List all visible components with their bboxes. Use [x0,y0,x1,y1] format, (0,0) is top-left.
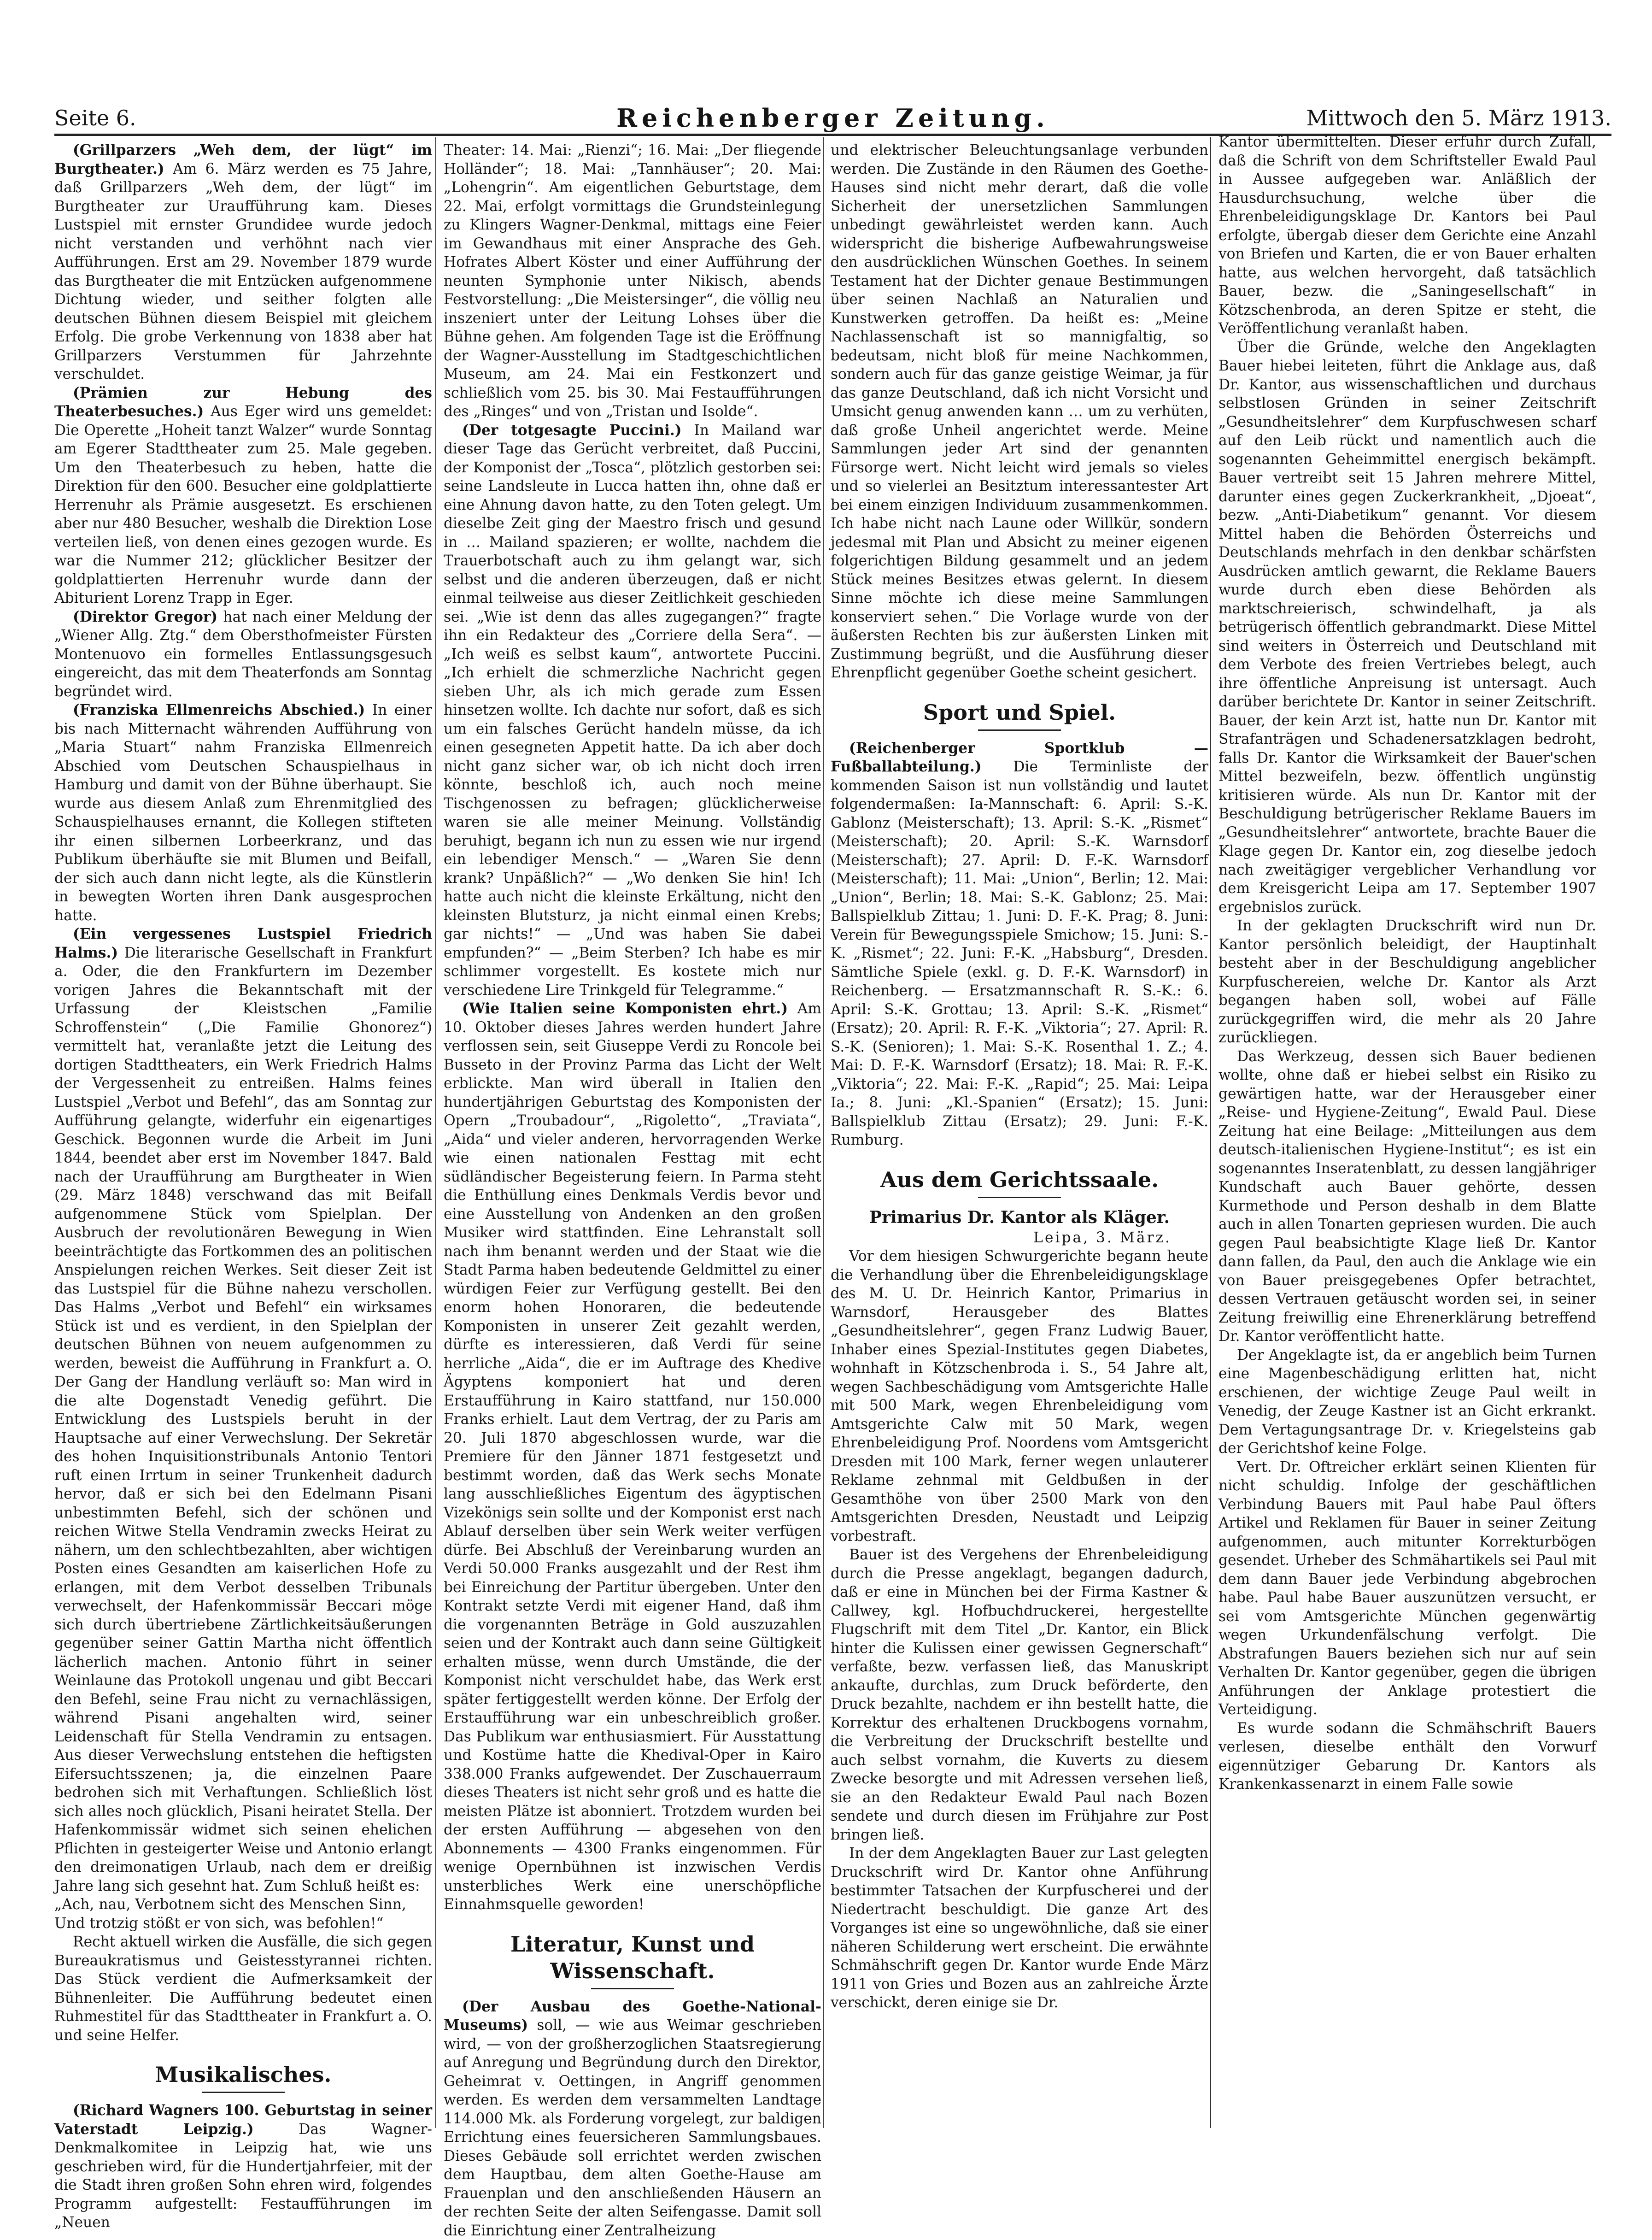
article-paragraph [54,384,432,608]
article-paragraph [1218,917,1596,1047]
article-text: In der dem Angeklagten Bauer zur Last gelegten Druckschrift wird Dr. Kantor ohne Anführung bestimmter Tatsachen der Kurpfuscherei und der Niedertracht beschuldigt. Die ganze Art des Vorganges ist eine so ungewöhnliche, daß sie einer näheren Schilderung wert erscheint. Die erwähnte Schmähschrift gegen Dr. Kantor wurde Ende März 1911 von Gries und Bozen aus an zahlreiche Ärzte verschickt, deren einige sie Dr. [831,1845,1208,2011]
article-text: Die literarische Gesellschaft in Frankfurt a. Oder, die den Frankfurtern im Dezember vorigen Jahres die Bekanntschaft mit der Urfassung der Kleistschen „Familie Schroffenstein“ („Die Familie Ghonorez“) vermittelt hat, veranlaßte jetzt die Leitung des dortigen Stadttheaters, ein Werk Friedrich Halms der Vergessenheit zu entreißen. Halms feines Lustspiel „Verbot und Befehl“, das am Sonntag zur Aufführung gelangte, widerfuhr ein eigenartiges Geschick. Begonnen wurde die Arbeit im Juni 1844, beendet aber erst im November 1847. Bald nach der Uraufführung am Burgtheater in Wien (29. März 1848) verschwand das mit Beifall aufgenommene Stück vom Spielplan. Der Ausbruch der revolutionären Bewegung in Wien beeinträchtigte das Fortkommen des an politischen Anspielungen reichen Werkes. Seit dieser Zeit ist das Lustspiel für die Bühne nahezu verschollen. Das Halms „Verbot und Befehl“ ein wirksames Stück ist und es verdient, in den Spielplan der deutschen Bühnen von neuem aufgenommen zu werden, beweist die Aufführung in Frankfurt a. O. Der Gang der Handlung verläuft so: Man wird in die alte Dogenstadt Venedig geführt. Die Entwicklung des Lustspiels beruht in der Hauptsache auf einer Verwechslung. Der Sekretär des hohen Inquisitionstribunals Antonio Tentori ruft einen Irrtum in seiner Trunkenheit dadurch hervor, daß er sich bei den Edelmann Pisani unbestimmten Befehl, sich der schönen und reichen Witwe Stella Vendramin zwecks Heirat zu nähern, um den schlechtbezahlten, aber wichtigen Posten eines Gesandten am kaiserlichen Hofe zu erlangen, mit dem Verbot desselben Tribunals verwechselt, der Hafenkommissär Beccari möge sich durch übertriebene Zärtlichkeitsäußerungen gegenüber seiner Gattin Martha nicht öffentlich lächerlich machen. Antonio führt in seiner Weinlaune das Protokoll ungenau und gibt Beccari den Befehl, seine Frau nicht zu vernachlässigen, während Pisani angehalten wird, seiner Leidenschaft für Stella Vendramin zu entsagen. Aus dieser Verwechslung entstehen die heftigsten Eifersuchtsszenen; ja, die einzelnen Paare bedrohen sich mit Verhaftungen. Schließlich löst sich alles noch glücklich, Pisani heiratet Stella. Der Hafenkommissär widmet sich seinen ehelichen Pflichten in gesteigerter Weise und Antonio erlangt den dreimonatigen Urlaub, nach dem er dreißig Jahre lang sich gesehnt hat. Zum Schluß heißt es: [54,945,432,1894]
article-headline: (Richard Wagners 100. Geburtstag in seiner Vaterstadt Leipzig.) [54,2102,432,2138]
section-rule [202,2092,285,2093]
article-text: Der Angeklagte ist, da er angeblich beim Turnen eine Magenbeschädigung erlitten hat, nicht erschienen, der wichtige Zeuge Paul weilt in Venedig, der Zeuge Kastner ist an Gicht erkrankt. Dem Vertagungsantrage Dr. v. Kriegelsteins gab der Gerichtshof keine Folge. [1218,1347,1596,1457]
article-paragraph [54,701,432,925]
column-divider [435,137,436,2128]
page-number: Seite 6. [54,104,136,132]
column-3 [831,141,1208,2012]
verse-quote: Und trotzig stößt er von sich, was befohlen!“ [54,1914,432,1933]
section-heading: Aus dem Gerichtssaale. [831,1166,1208,1193]
article-paragraph [54,2101,432,2232]
article-text: Das Wagner-Denkmalkomitee in Leipzig hat, wie uns geschrieben wird, für die Hundertjahrfeier, mit der die Stadt ihren großen Sohn ehren wird, folgendes Programm aufgestellt: Festaufführungen im „Neuen [54,2121,432,2231]
article-paragraph [1218,1719,1596,1794]
article-text: hat nach einer Meldung der „Wiener Allg. Ztg.“ dem Obersthofmeister Fürsten Montenuovo ein formelles Entlassungsgesuch eingereicht, das mit dem Theaterfonds am Sonntag begründet wird. [54,609,432,700]
article-headline: (Der Ausbau des Goethe-National-Museums) [444,1999,821,2034]
article-headline: (Grillparzers „Weh dem, der lügt“ im Burgtheater.) [54,142,432,177]
article-paragraph [831,739,1208,1150]
section-rule [978,729,1061,731]
article-headline: (Franziska Ellmenreichs Abschied.) [73,702,365,718]
column-1 [54,141,432,2232]
newspaper-title: Reichenberger Zeitung. [54,104,1611,132]
article-paragraph [444,421,821,1000]
section-heading: Literatur, Kunst und Wissenschaft. [444,1931,821,1984]
article-paragraph [831,141,1208,682]
article-text: Das Werkzeug, dessen sich Bauer bedienen wollte, ohne daß er hiebei selbst ein Risiko zu gewärtigen hatte, war der Herausgeber einer „Reise- und Hygiene-Zeitung“, Ewald Paul. Diese Zeitung hat eine Beilage: „Mitteilungen aus dem deutsch-italienischen Hygiene-Institut“; es ist ein sogenanntes Inseratenblatt, zu dessen langjähriger Kundschaft auch Bauer gehörte, dessen Kurmethode und Person deshalb in dem Blatte auch in allen Tonarten gepriesen wurden. Die auch gegen Paul beabsichtigte Klage ließ Dr. Kantor dann fallen, da Paul, den auch die Anklage wie ein von Bauer preisgegebenes Opfer betrachtet, dessen Vertrauen getäuscht worden sei, in seiner Zeitung freiwillig eine Ehrenerklärung betreffend Dr. Kantor veröffentlicht hatte. [1218,1048,1596,1345]
article-headline: (Ein vergessenes Lustspiel Friedrich Halms.) [54,926,432,961]
section-rule [591,1988,674,1989]
article-headline: (Direktor Gregor) [73,609,217,625]
article-text: In einer bis nach Mitternacht währenden Aufführung von „Maria Stuart“ nahm Franziska Ellmenreich Abschied vom Deutschen Schauspielhaus in Hamburg und damit von der Bühne überhaupt. Sie wurde aus diesem Anlaß zum Ehrenmitglied des Schauspielhauses ernannt, die Kollegen stifteten ihr einen silbernen Lorbeerkranz, und das Publikum überhäufte sie mit Blumen und Beifall, der sich auch dann nicht legte, als die Künstlerin in bewegten Worten ihren Dank ausgesprochen hatte. [54,702,432,924]
article-dateline: Leipa, 3. März. [831,1229,1172,1247]
article-paragraph [1218,1047,1596,1346]
column-2 [444,141,821,2240]
article-text: Theater: 14. Mai: „Rienzi“; 16. Mai: „Der fliegende Holländer“; 18. Mai: „Tannhäuser“; 20. Mai: „Lohengrin“. Am eigentlichen Geburtstage, dem 22. Mai, erfolgt vormittags die Grundsteinlegung zu Klingers Wagner-Denkmal, mittags eine Feier im Gewandhaus mit einer Ansprache des Geh. Hofrates Albert Köster und einer Aufführung der neunten Symphonie unter Nikisch, abends Festvorstellung: „Die Meistersinger“, die völlig neu inszeniert unter der Leitung Lohses über die Bühne gehen. Am folgenden Tage ist die Eröffnung der Wagner-Ausstellung im Stadtgeschichtlichen Museum, am 24. Mai ein Festkonzert und schließlich vom 25. bis 30. Mai Festaufführungen des „Ringes“ und von „Tristan und Isolde“. [444,142,821,420]
article-text: soll, — wie aus Weimar geschrieben wird, — von der großherzoglichen Staatsregierung auf Anregung und Begründung durch den Direktor, Geheimrat v. Oettingen, in Angriff genommen werden. Es werden dem versammelten Landtage 114.000 Mk. als Forderung vorgelegt, zur baldigen Errichtung eines feuersicheren Sammlungsbaues. Dieses Gebäude soll errichtet werden zwischen dem Hauptbau, dem alten Goethe-Hause am Frauenplan und den anschließenden Häusern an der rechten Seite der alten Seifengasse. Damit soll die Einrichtung einer Zentralheizung [444,2017,821,2239]
article-paragraph [1218,338,1596,917]
article-text: Aus Eger wird uns gemeldet: Die Operette „Hoheit tanzt Walzer“ wurde Sonntag am Egerer Stadttheater zum 25. Male gegeben. Um den Theaterbesuch zu heben, hatte die Direktion für den 600. Besucher eine goldplattierte Herrenuhr als Prämie ausgesetzt. Es erschienen aber nur 480 Besucher, weshalb die Direktion Lose verteilen ließ, von denen eines gezogen wurde. Es war die Nummer 212; glücklicher Besitzer der goldplattierten Herrenuhr wurde dann der Abiturient Lorenz Trapp in Eger. [54,403,432,606]
article-paragraph [831,1844,1208,2012]
article-text: Vert. Dr. Oftreicher erklärt seinen Klienten für nicht schuldig. Infolge der geschäftlichen Verbindung Bauers mit Paul habe Paul öfters Artikel und Reklamen für Bauer in seiner Zeitung aufgenommen, auch mitunter Korrekturbögen gesendet. Urheber des Schmähartikels sei Paul mit dem dann Bauer jede Verbindung abgebrochen habe. Paul habe Bauer auszunützen versucht, er sei vom Amtsgerichte München gegenwärtig wegen Urkundenfälschung verfolgt. Die Abstrafungen Bauers beziehen sich nur auf sein Verhalten Dr. Kantor gegenüber, gegen die übrigen Anführungen der Anklage protestiert die Verteidigung. [1218,1459,1596,1718]
article-text: In Mailand war dieser Tage das Gerücht verbreitet, daß Puccini, der Komponist der „Tosca“, plötzlich gestorben sei: seine Landsleute in Lucca hatten ihn, ohne daß er eine Ahnung davon hatte, zu den Toten gelegt. Um dieselbe Zeit ging der Maestro frisch und gesund in … Mailand spazieren; er wollte, nachdem die Trauerbotschaft auch zu ihm gelangt war, sich selbst und die anderen überzeugen, daß er nicht einmal teilweise aus dieser Zeitlichkeit geschieden sei. „Wie ist denn das alles zugegangen?“ fragte ihn ein Redakteur des „Corriere della Sera“. — „Ich weiß es selbst kaum“, antwortete Puccini. „Ich erhielt die schmerzliche Nachricht gegen sieben Uhr, als ich mich gerade zum Essen hinsetzen wollte. Ich dachte nur sofort, daß es sich um ein falsches Gerücht handeln müsse, da ich einen gesegneten Appetit hatte. Da ich aber doch nicht ganz sicher war, ob ich nicht doch irren könnte, beschloß ich, auch noch meine Tischgenossen zu befragen; glücklicherweise waren sie alle meiner Meinung. Vollständig beruhigt, begann ich nun zu essen wie nur irgend ein lebendiger Mensch.“ — „Waren Sie denn krank? Unpäßlich?“ — „Wo denken Sie hin! Ich hatte auch nicht die kleinste Erkältung, nicht den kleinsten Blutsturz, ja nicht einmal einen Krebs; gar nichts!“ — „Und was haben Sie dabei empfunden?“ — „Beim Sterben? Ich habe es mir schlimmer vorgestellt. Es kostete mich nur verschiedene Lire Trinkgeld für Telegramme.“ [444,422,821,999]
article-headline: (Der totgesagte Puccini.) [462,422,682,439]
article-paragraph [54,925,432,1895]
article-paragraph [444,1998,821,2240]
article-subheading: Primarius Dr. Kantor als Kläger. [831,1206,1208,1229]
column-divider [1210,137,1211,2128]
article-text: In der geklagten Druckschrift wird nun Dr. Kantor persönlich beleidigt, der Hauptinhalt besteht aber in der Beschuldigung angeblicher Kurpfuschereien, welche Dr. Kantor als Arzt begangen haben soll, wobei auf Fälle zurückgegriffen wird, die mehr als 20 Jahre zurückliegen. [1218,917,1596,1046]
article-text: und elektrischer Beleuchtungsanlage verbunden werden. Die Zustände in den Räumen des Goethe-Hauses sind nicht mehr derart, daß die volle Sicherheit der unersetzlichen Sammlungen unbedingt gewährleistet werden kann. Auch widerspricht die bisherige Aufbewahrungsweise den ausdrücklichen Wünschen Goethes. In seinem Testament hat der Dichter genaue Bestimmungen über seinen Nachlaß an Naturalien und Kunstwerken getroffen. Da heißt es: „Meine Nachlassenschaft ist so mannigfaltig, so bedeutsam, nicht bloß für meine Nachkommen, sondern auch für das ganze geistige Weimar, ja für das ganze Deutschland, daß ich nicht Vorsicht und Umsicht genug anwenden kann … um zu verhüten, daß große Unheil angerichtet werde. Meine Sammlungen jeder Art sind der genannten Fürsorge wert. Nicht leicht wird jemals so vieles und so vielerlei an Besitztum interessantester Art bei einem einzigen Individuum zusammenkommen. Ich habe nicht nach Laune oder Willkür, sondern jedesmal mit Plan und Absicht zu meiner eigenen folgerichtigen Bildung gesammelt und an jedem Stück meines Besitzes etwas gelernt. In diesem Sinne möchte ich diese meine Sammlungen konserviert sehen.“ Die Vorlage wurde von der äußersten Rechten bis zur äußersten Linken mit Zustimmung begrüßt, und die Ausführung dieser Ehrenpflicht gegenüber Goethe scheint gesichert. [831,142,1208,681]
article-paragraph [831,1546,1208,1844]
article-paragraph [1218,1458,1596,1719]
article-text: Vor dem hiesigen Schwurgerichte begann heute die Verhandlung über die Ehrenbeleidigungsklage des M. U. Dr. Heinrich Kantor, Primarius in Warnsdorf, Herausgeber des Blattes „Gesundheitslehrer“, gegen Franz Ludwig Bauer, Inhaber eines Spezial-Institutes gegen Diabetes, wohnhaft in Kötzschenbroda i. S., 54 Jahre alt, wegen Sachbeschädigung vom Amtsgerichte Halle mit 500 Mark, wegen Ehrenbeleidigung vom Amtsgerichte Calw mit 50 Mark, wegen Ehrenbeleidigung Prof. Noordens vom Amtsgericht Dresden mit 100 Mark, ferner wegen unlauterer Reklame zehnmal mit Geldbußen in der Gesamthöhe von über 2500 Mark von den Amtsgerichten Dresden, Neustadt und Leipzig vorbestraft. [831,1248,1208,1545]
article-paragraph [54,608,432,701]
article-headline: (Wie Italien seine Komponisten ehrt.) [462,1000,788,1017]
article-paragraph [1218,133,1596,338]
page-header [54,104,1611,136]
article-paragraph [54,141,432,384]
article-paragraph [54,1933,432,2045]
section-rule [978,1197,1061,1198]
article-headline: (Reichenberger Sportklub — Fußballabteilung.) [831,740,1208,776]
article-paragraph [444,999,821,1914]
article-paragraph [831,1247,1208,1546]
article-text: Am 10. Oktober dieses Jahres werden hundert Jahre verflossen sein, seit Giuseppe Verdi zu Roncole bei Busseto in der Provinz Parma das Licht der Welt erblickte. Man wird überall in Italien den hundertjährigen Geburtstag des Komponisten der Opern „Troubadour“, „Rigoletto“, „Traviata“, „Aida“ und vieler anderen, hervorragenden Werke wie einen nationalen Festtag mit echt südländischer Begeisterung feiern. In Parma steht die Enthüllung eines Denkmals Verdis bevor und eine Ausstellung von Andenken an den großen Musiker wird stattfinden. Eine Lehranstalt soll nach ihm benannt werden und der Staat wie die Stadt Parma haben bedeutende Geldmittel zu einer würdigen Feier zur Verfügung gestellt. Bei den enorm hohen Honoraren, die bedeutende Komponisten in unserer Zeit gezahlt werden, dürfte es interessieren, daß Verdi für seine herrliche „Aida“, die er im Auftrage des Khedive Ägyptens komponiert hat und deren Erstaufführung in Kairo stattfand, nur 150.000 Franks erhielt. Laut dem Vertrag, der zu Paris am 20. Juli 1870 abgeschlossen wurde, war die Premiere für den Jänner 1871 festgesetzt und bestimmt worden, daß das Werk sechs Monate lang ausschließliches Eigentum des ägyptischen Vizekönigs sein sollte und der Komponist erst nach Ablauf derselben über sein Werk weiter verfügen dürfe. Bei Abschluß der Vereinbarung wurden an Verdi 50.000 Franks ausgezahlt und der Rest ihm bei Einreichung der Partitur übergeben. Unter den Kontrakt setzte Verdi mit eigener Hand, daß ihm die vorgenannten Beträge in Gold auszuzahlen seien und der Kontrakt auch dann seine Gültigkeit erhalten müsse, wenn durch Umstände, die der Komponist nicht verschuldet habe, das Werk erst später fertiggestellt werden könne. Der Erfolg der Erstaufführung war ein unbeschreiblich großer. Das Publikum war enthusiasmiert. Für Ausstattung und Kostüme hatte die Khedival-Oper in Kairo 338.000 Franks aufgewendet. Der Zuschauerraum dieses Theaters ist nicht sehr groß und es hatte die meisten Plätze ist abonniert. Trotzdem wurden bei der ersten Aufführung — abgesehen von den Abonnements — 4300 Franks eingenommen. Für wenige Opernbühnen ist inzwischen Verdis unsterbliches Werk eine unerschöpfliche Einnahmsquelle geworden! [444,1000,821,1913]
article-text: Am 6. März werden es 75 Jahre, daß Grillparzers „Weh dem, der lügt“ im Burgtheater zur Uraufführung kam. Dieses Lustspiel mit ernster Grundidee wurde jedoch nicht verstanden und verhöhnt nach vier Aufführungen. Erst am 29. November 1879 wurde das Burgtheater die mit Entzücken aufgenommene Dichtung wieder, und seither folgten alle deutschen Bühnen diesem Beispiel mit gleichem Erfolg. Die grobe Verkennung von 1838 aber hat Grillparzers Verstummen für Jahrzehnte verschuldet. [54,161,432,383]
section-heading: Musikalisches. [54,2061,432,2088]
column-4 [1218,133,1596,1794]
section-heading: Sport und Spiel. [831,699,1208,726]
article-text: Es wurde sodann die Schmähschrift Bauers verlesen, dieselbe enthält den Vorwurf eigennütziger Gebarung Dr. Kantors als Krankenkassenarzt in einem Falle sowie [1218,1720,1596,1793]
article-text: Kantor übermittelten. Dieser erfuhr durch Zufall, daß die Schrift von dem Schriftsteller Ewald Paul in Aussee aufgegeben war. Anläßlich der Hausdurchsuchung, welche über die Ehrenbeleidigungsklage Dr. Kantors bei Paul erfolgte, übergab dieser dem Gerichte eine Anzahl von Briefen und Karten, die er von Bauer erhalten hatte, aus welchen hervorgeht, daß tatsächlich Bauer, bezw. die „Saningesellschaft“ in Kötzschenbroda, an deren Spitze er steht, die Veröffentlichung veranlaßt haben. [1218,134,1596,337]
article-text: Recht aktuell wirken die Ausfälle, die sich gegen Bureaukratismus und Geistesstyrannei richten. Das Stück verdient die Aufmerksamkeit der Bühnenleiter. Die Aufführung bedeutet einen Ruhmestitel für das Stadttheater in Frankfurt a. O. und seine Helfer. [54,1934,432,2044]
verse-quote: „Ach, nau, Verbotnem sicht des Menschen Sinn, [54,1895,432,1914]
article-paragraph [444,141,821,421]
column-divider [823,137,824,2128]
article-paragraph [1218,1346,1596,1458]
article-text: Die Terminliste der kommenden Saison ist nun vollständig und lautet folgendermaßen: Ia-Mannschaft: 6. April: S.-K. Gablonz (Meisterschaft); 13. April: S.-K. „Rismet“ (Meisterschaft); 20. April: S.-K. Warnsdorf (Meisterschaft); 27. April: D. F.-K. Warnsdorf (Meisterschaft); 11. Mai: „Union“, Berlin; 12. Mai: „Union“, Berlin; 18. Mai: S.-K. Gablonz; 25. Mai: Ballspielklub Zittau; 1. Juni: D. F.-K. Prag; 8. Juni: Verein für Bewegungsspiele Smichow; 15. Juni: S.-K. „Rismet“; 22. Juni: F.-K. „Habsburg“, Dresden. Sämtliche Spiele (exkl. g. D. F.-K. Warnsdorf) in Reichenberg. — Ersatzmannschaft R. S.-K.: 6. April: S.-K. Grottau; 13. April: S.-K. „Rismet“ (Ersatz); 20. April: R. F.-K. „Viktoria“; 27. April: R. S.-K. (Senioren); 1. Mai: S.-K. Rosenthal 1. Z.; 4. Mai: D. F.-K. Warnsdorf (Ersatz); 18. Mai: R. F.-K. „Viktoria“; 22. Mai: F.-K. „Rapid“; 25. Mai: Leipa Ia.; 8. Juni: „Kl.-Spanien“ (Ersatz); 15. Juni: Ballspielklub Zittau (Ersatz); 29. Juni: F.-K. Rumburg. [831,758,1208,1148]
article-text: Über die Gründe, welche den Angeklagten Bauer hiebei leiteten, führt die Anklage aus, daß Dr. Kantor, aus wissenschaftlichen und durchaus selbstlosen Gründen in seiner Zeitschrift „Gesundheitslehrer“ dem Kurpfuschwesen scharf auf den Leib rückt und namentlich auch die sogenannten Geheimmittel energisch bekämpft. Bauer vertreibt seit 15 Jahren mehrere Mittel, darunter eines gegen Zuckerkrankheit, „Djoeat“, bezw. „Anti-Diabetikum“ genannt. Vor diesem Mittel haben die Behörden Österreichs und Deutschlands mehrfach in den denkbar schärfsten Ausdrücken amtlich gewarnt, die Reklame Bauers wurde durch eben diese Behörden als marktschreierisch, schwindelhaft, ja als betrügerisch öffentlich gebrandmarkt. Diese Mittel sind weiters in Österreich und Deutschland mit dem Verbote des freien Vertriebes belegt, auch ihre öffentliche Anpreisung ist untersagt. Auch darüber berichtete Dr. Kantor in seiner Zeitschrift. Bauer, der kein Arzt ist, hatte nun Dr. Kantor mit Strafanträgen und Schadenersatzklagen bedroht, falls Dr. Kantor die Wirksamkeit der Bauer'schen Mittel bezweifeln, bezw. öffentlich ungünstig kritisieren würde. Als nun Dr. Kantor mit der Beschuldigung betrügerischer Reklame Bauers im „Gesundheitslehrer“ antwortete, brachte Bauer die Klage gegen Dr. Kantor ein, zog dieselbe jedoch nach zweitägiger vergeblicher Verhandlung vor dem Kreisgericht Leipa am 17. September 1907 ergebnislos zurück. [1218,339,1596,916]
article-headline: (Prämien zur Hebung des Theaterbesuches.) [54,385,432,420]
issue-date: Mittwoch den 5. März 1913. [1306,104,1611,132]
article-text: Bauer ist des Vergehens der Ehrenbeleidigung durch die Presse angeklagt, begangen dadurch, daß er eine in München bei der Firma Kastner & Callwey, kgl. Hofbuchdruckerei, hergestellte Flugschrift mit dem Titel „Dr. Kantor, ein Blick hinter die Kulissen einer gewissen Gegnerschaft“ verfaßte, bezw. verfassen ließ, das Manuskript ankaufte, durchlas, zum Druck beförderte, den Druck bezahlte, nachdem er ihn bestellt hatte, die Korrektur des erhaltenen Druckbogens vornahm, die Verbreitung der Druckschrift bestellte und auch selbst vornahm, die Kuverts zu diesem Zwecke besorgte und mit Adressen versehen ließ, sie an den Redakteur Ewald Paul nach Bozen sendete und durch diesen im Frühjahre zur Post bringen ließ. [831,1546,1208,1843]
